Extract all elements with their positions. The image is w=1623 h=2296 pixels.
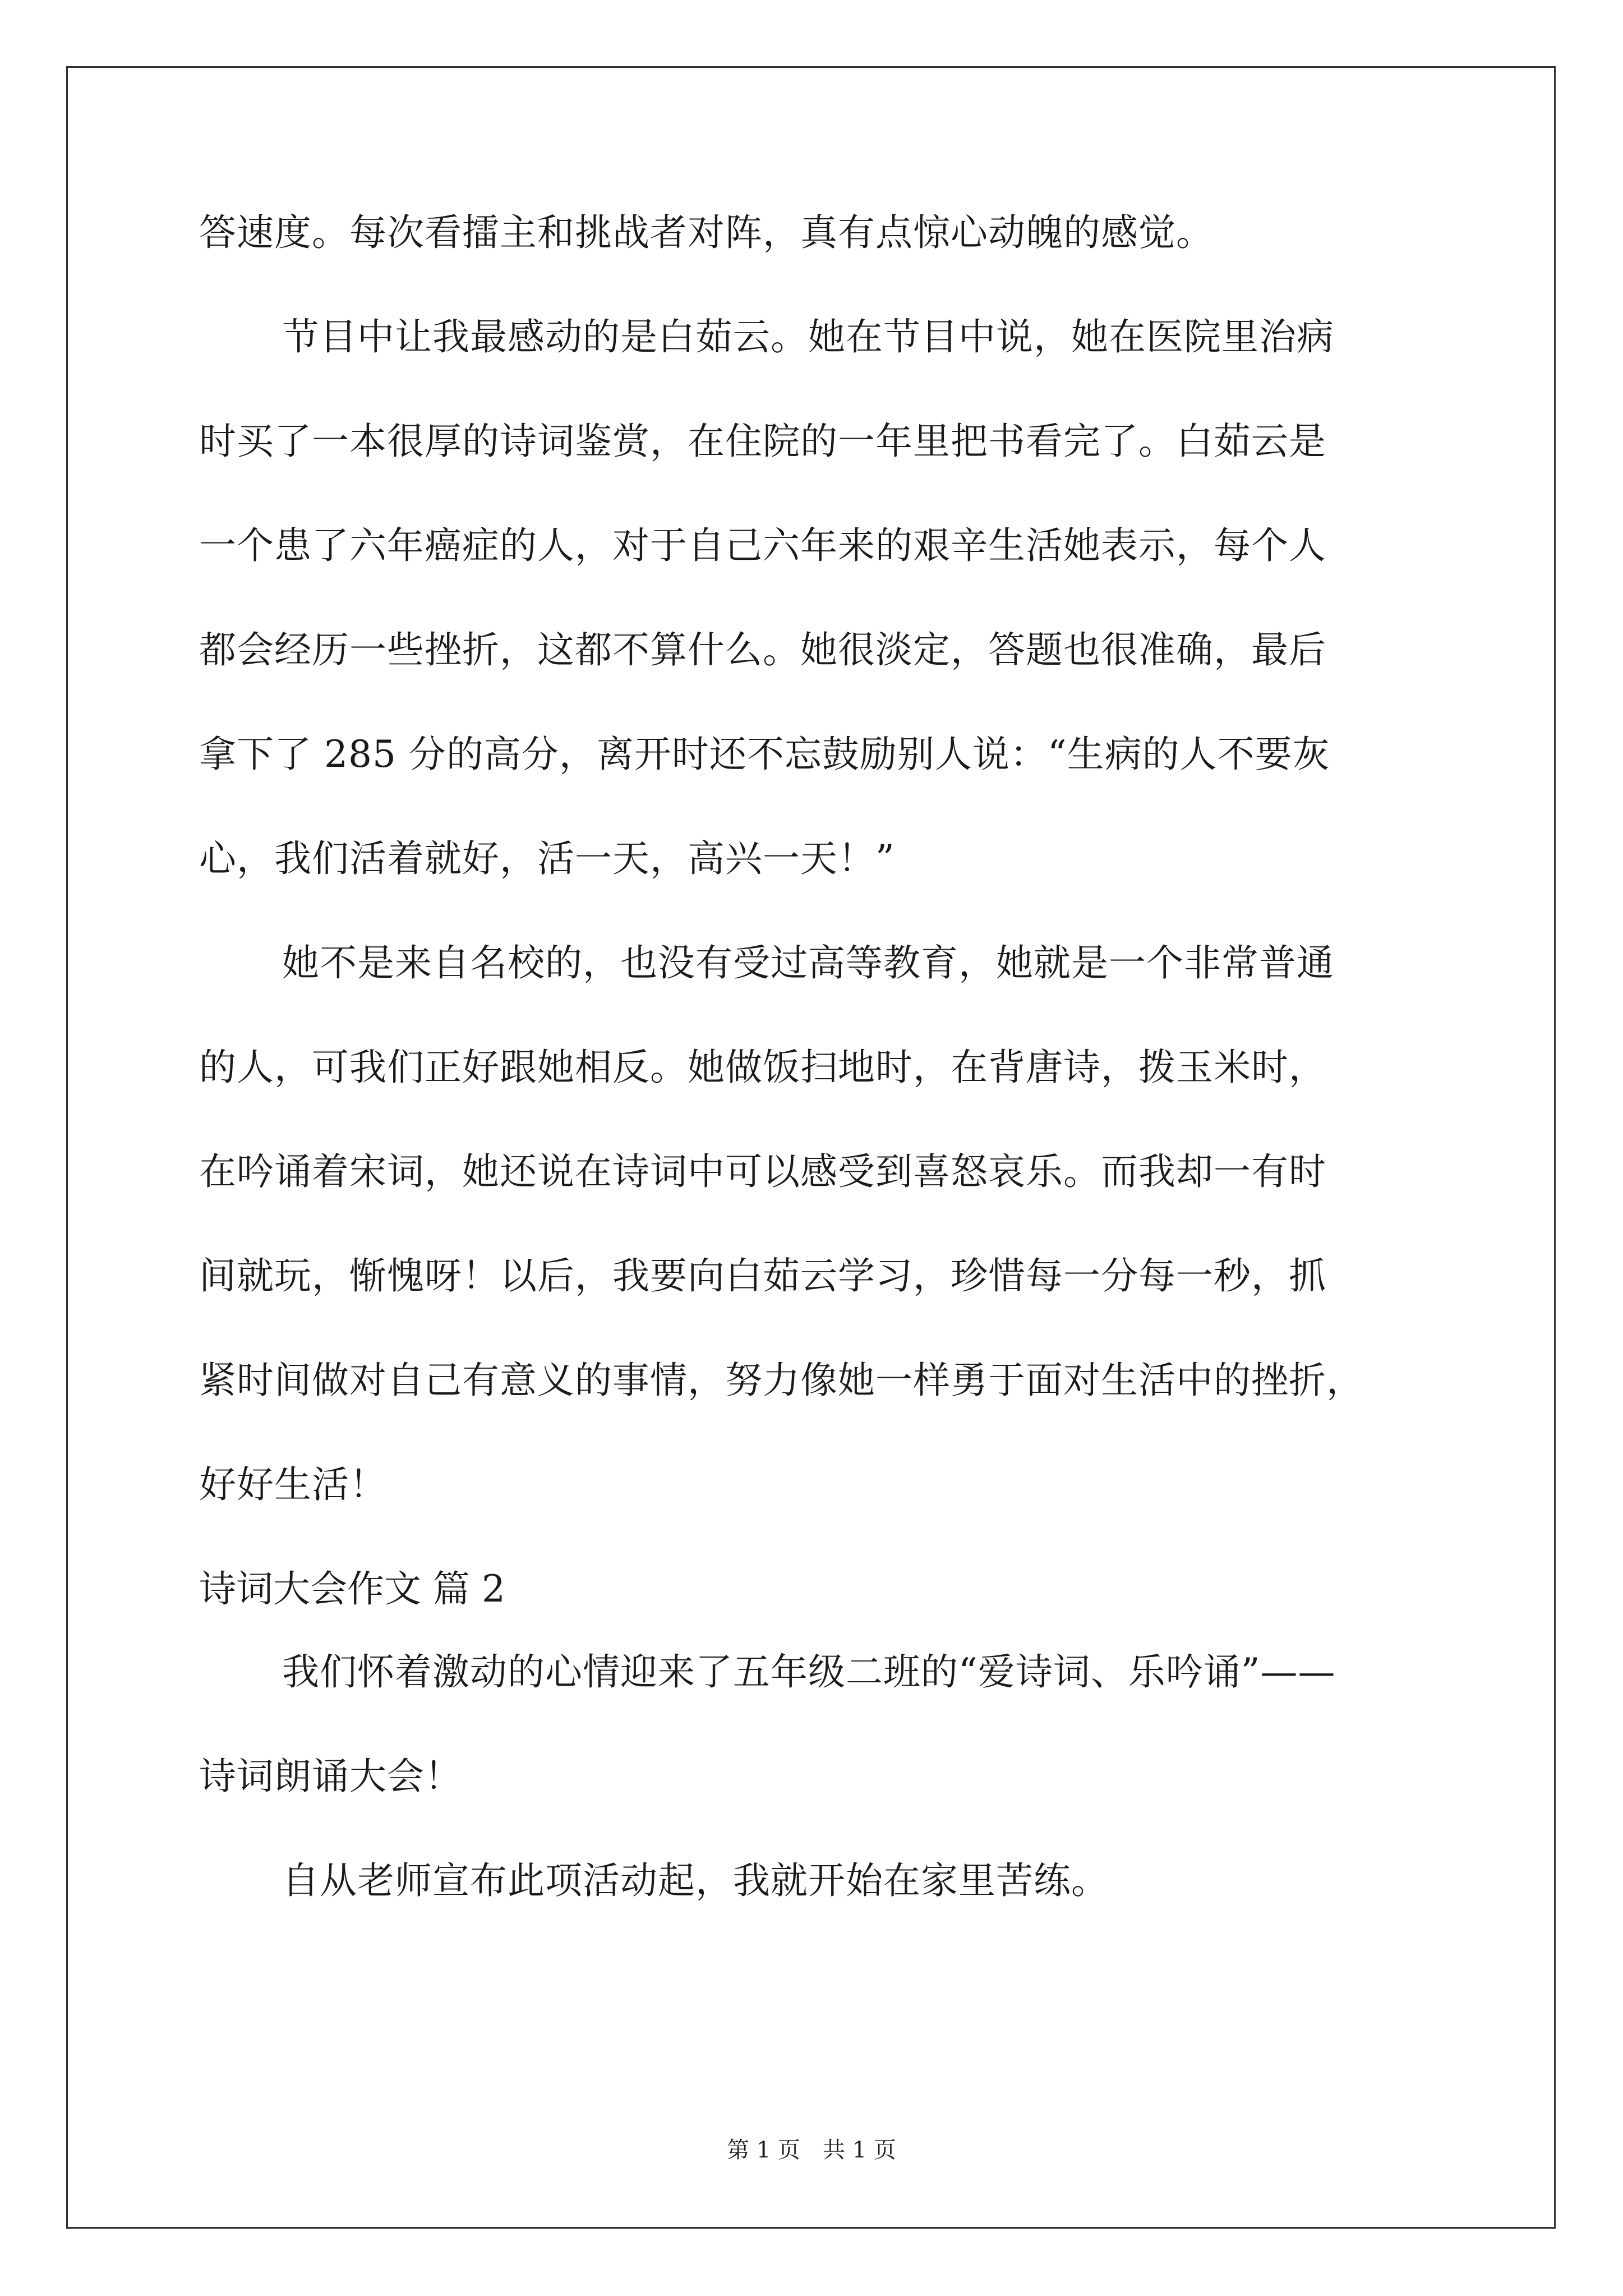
text-line: 诗词朗诵大会！: [199, 1755, 462, 1798]
text-line: 她不是来自名校的，也没有受过高等教育，她就是一个非常普通: [282, 941, 1334, 984]
text-line: 一个患了六年癌症的人，对于自己六年来的艰辛生活她表示，每个人: [199, 524, 1326, 567]
section-heading: 诗词大会作文 篇 2: [199, 1567, 505, 1611]
text-line: 时买了一本很厚的诗词鉴赏，在住院的一年里把书看完了。白茹云是: [199, 420, 1326, 463]
text-line: 好好生活！: [199, 1463, 387, 1506]
paragraph-4: [199, 1644, 1436, 1853]
document-body: [199, 205, 1436, 1957]
text-line: 都会经历一些挫折，这都不算什么。她很淡定，答题也很准确，最后: [199, 628, 1326, 671]
text-line: 心，我们活着就好，活一天，高兴一天！”: [199, 837, 895, 880]
text-line: 紧时间做对自己有意义的事情，努力像她一样勇于面对生活中的挫折，: [199, 1359, 1364, 1402]
paragraph-5: [199, 1853, 1436, 1957]
text-line: 答速度。每次看擂主和挑战者对阵，真有点惊心动魄的感觉。: [199, 211, 1214, 254]
paragraph-2: [199, 309, 1436, 935]
text-line: 我们怀着激动的心情迎来了五年级二班的“爱诗词、乐吟诵”——: [282, 1650, 1336, 1694]
text-line: 节目中让我最感动的是白茹云。她在节目中说，她在医院里治病: [282, 315, 1334, 358]
text-line: 间就玩，惭愧呀！以后，我要向白茹云学习，珍惜每一分每一秒，抓: [199, 1254, 1326, 1297]
text-line: 拿下了 285 分的高分，离开时还不忘鼓励别人说：“生病的人不要灰: [199, 733, 1330, 776]
paragraph-1: [199, 205, 1436, 309]
paragraph-3: [199, 935, 1436, 1561]
page-footer: 第 1 页 共 1 页: [727, 2137, 896, 2163]
text-line: 在吟诵着宋词，她还说在诗词中可以感受到喜怒哀乐。而我却一有时: [199, 1150, 1326, 1193]
text-line: 的人，可我们正好跟她相反。她做饭扫地时，在背唐诗，拨玉米时，: [199, 1046, 1326, 1089]
text-line: 自从老师宣布此项活动起，我就开始在家里苦练。: [282, 1859, 1109, 1902]
